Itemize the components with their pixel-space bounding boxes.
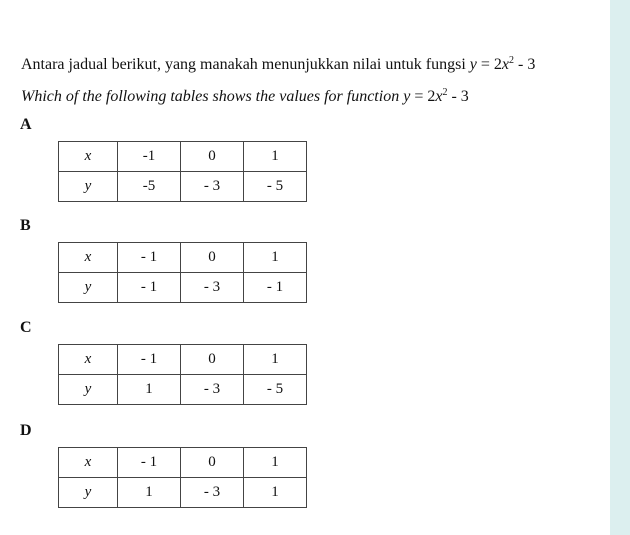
table-cell: - 5: [244, 172, 307, 202]
row-header-y: y: [59, 375, 118, 405]
option-d-table: [58, 447, 307, 508]
option-b-table: [58, 242, 307, 303]
table-cell: - 1: [244, 273, 307, 303]
row-header-x: x: [59, 243, 118, 273]
table-row: [59, 448, 307, 478]
option-a-label[interactable]: A: [20, 116, 32, 133]
table-cell: - 3: [181, 172, 244, 202]
question-malay-text: Antara jadual berikut, yang manakah menunjukkan nilai untuk fungsi: [21, 56, 466, 73]
question-malay: [21, 56, 535, 74]
table-cell: 1: [244, 478, 307, 508]
table-cell: -1: [118, 142, 181, 172]
table-cell: - 5: [244, 375, 307, 405]
table-row: [59, 172, 307, 202]
table-row: [59, 478, 307, 508]
table-row: [59, 243, 307, 273]
table-cell: - 1: [118, 448, 181, 478]
table-row: [59, 142, 307, 172]
row-header-y: y: [59, 273, 118, 303]
table-cell: - 1: [118, 243, 181, 273]
table-cell: 0: [181, 243, 244, 273]
table-cell: 1: [118, 478, 181, 508]
question-english: [21, 88, 469, 106]
row-header-y: y: [59, 478, 118, 508]
row-header-x: x: [59, 142, 118, 172]
table-cell: - 3: [181, 478, 244, 508]
table-cell: -5: [118, 172, 181, 202]
table-cell: - 3: [181, 273, 244, 303]
table-cell: 1: [244, 243, 307, 273]
row-header-x: x: [59, 448, 118, 478]
table-cell: 1: [118, 375, 181, 405]
row-header-x: x: [59, 345, 118, 375]
right-side-panel: [610, 0, 630, 535]
table-cell: 0: [181, 448, 244, 478]
option-c-table: [58, 344, 307, 405]
table-row: [59, 345, 307, 375]
table-cell: 1: [244, 142, 307, 172]
table-cell: - 1: [118, 345, 181, 375]
table-row: [59, 375, 307, 405]
table-cell: 0: [181, 345, 244, 375]
question-english-text: Which of the following tables shows the values for function: [21, 88, 400, 105]
table-cell: - 3: [181, 375, 244, 405]
table-row: [59, 273, 307, 303]
function-formula: $y = 2x^2 - 3$: [469, 55, 536, 73]
table-cell: - 1: [118, 273, 181, 303]
option-b-label[interactable]: B: [20, 217, 31, 234]
option-d-label[interactable]: D: [20, 422, 32, 439]
table-cell: 1: [244, 448, 307, 478]
table-cell: 0: [181, 142, 244, 172]
row-header-y: y: [59, 172, 118, 202]
option-c-label[interactable]: C: [20, 319, 32, 336]
option-a-table: [58, 141, 307, 202]
table-cell: 1: [244, 345, 307, 375]
function-formula: $y = 2x^2 - 3$: [403, 87, 469, 105]
